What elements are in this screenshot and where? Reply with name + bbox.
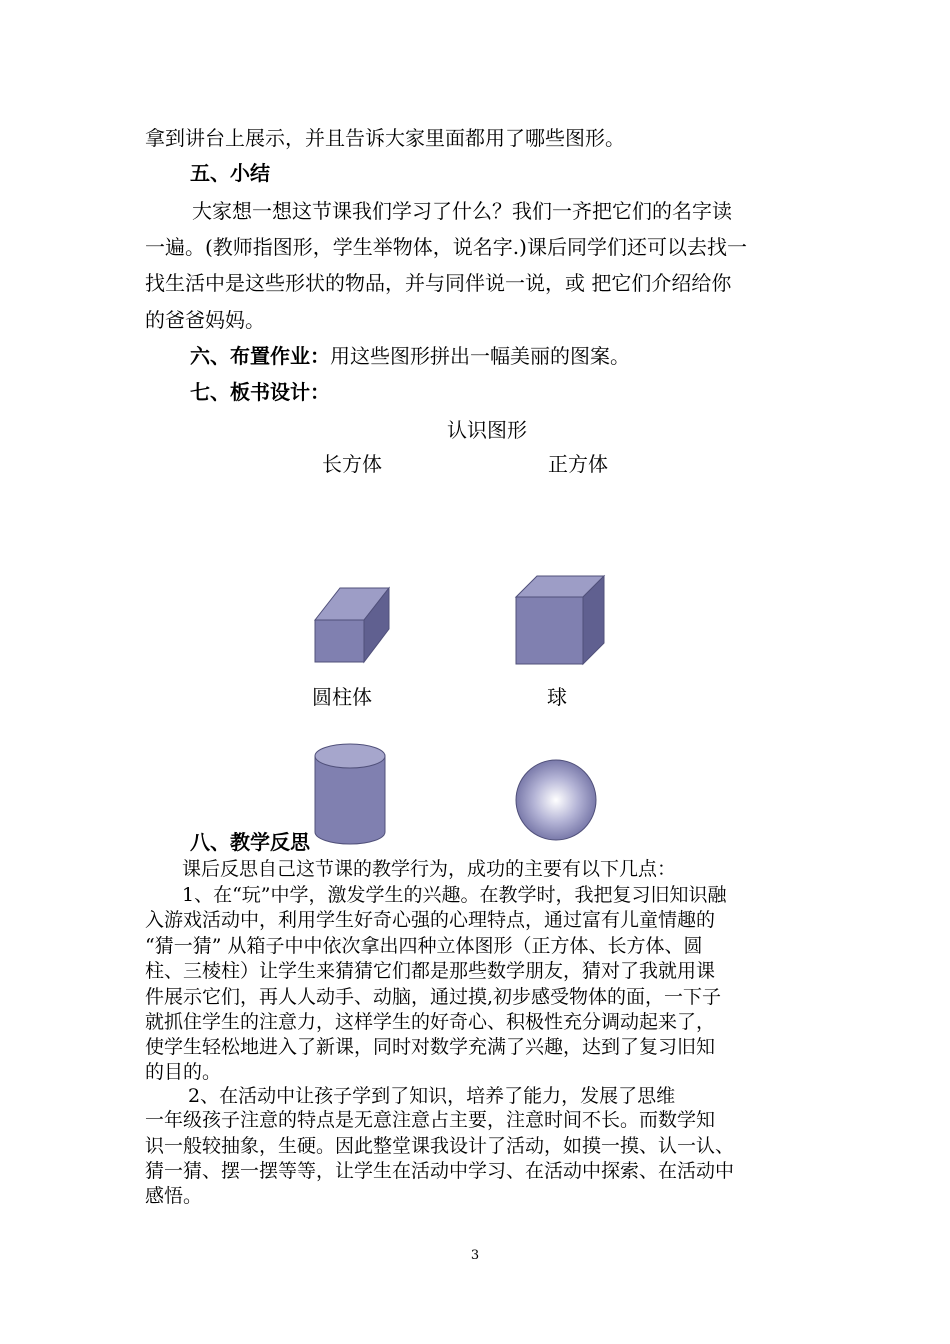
reflection-line: 1、在“玩”中学，激发学生的兴趣。在教学时，我把复习旧知识融 bbox=[182, 884, 727, 906]
reflection-line: 识一般较抽象，生硬。因此整堂课我设计了活动，如摸一摸、认一认、 bbox=[145, 1135, 735, 1157]
reflection-line: 猜一猜、摆一摆等等，让学生在活动中学习、在活动中探索、在活动中 bbox=[145, 1160, 735, 1182]
reflection-line: 柱、三棱柱）让学生来猜猜它们都是那些数学朋友，猜对了我就用课 bbox=[145, 960, 716, 982]
paragraph-line: 大家想一想这节课我们学习了什么？我们一齐把它们的名字读 bbox=[192, 199, 732, 223]
paragraph-line: 一遍。(教师指图形，学生举物体，说名字.)课后同学们还可以去找一 bbox=[145, 235, 747, 259]
cuboid-shape bbox=[312, 585, 392, 665]
label-cube: 正方体 bbox=[548, 452, 608, 476]
section-heading-summary: 五、小结 bbox=[190, 161, 270, 185]
section-heading-board-design: 七、板书设计： bbox=[190, 380, 330, 404]
reflection-line: 的目的。 bbox=[145, 1061, 222, 1083]
board-title: 认识图形 bbox=[447, 418, 527, 442]
reflection-line: 就抓住学生的注意力，这样学生的好奇心、积极性充分调动起来了， bbox=[145, 1011, 716, 1033]
reflection-line: 件展示它们，再人人动手、动脑，通过摸,初步感受物体的面，一下子 bbox=[145, 986, 722, 1008]
homework-line bbox=[190, 346, 630, 366]
cylinder-shape bbox=[312, 742, 388, 846]
section-heading-reflection: 八、教学反思 bbox=[190, 830, 310, 854]
reflection-line: “猜一猜” 从箱子中中依次拿出四种立体图形（正方体、长方体、圆 bbox=[145, 935, 703, 957]
reflection-line: 入游戏活动中，利用学生好奇心强的心理特点，通过富有儿童情趣的 bbox=[145, 909, 716, 931]
sphere-shape bbox=[514, 758, 598, 842]
label-cylinder: 圆柱体 bbox=[312, 685, 372, 709]
page-number: 3 bbox=[470, 1248, 480, 1263]
reflection-line: 使学生轻松地进入了新课，同时对数学充满了兴趣，达到了复习旧知 bbox=[145, 1036, 716, 1058]
paragraph-line: 拿到讲台上展示，并且告诉大家里面都用了哪些图形。 bbox=[145, 126, 625, 150]
homework-text: 用这些图形拼出一幅美丽的图案。 bbox=[330, 344, 630, 368]
label-sphere: 球 bbox=[547, 685, 567, 709]
reflection-line: 课后反思自己这节课的教学行为，成功的主要有以下几点： bbox=[182, 858, 677, 880]
paragraph-line: 找生活中是这些形状的物品，并与同伴说一说，或 把它们介绍给你 bbox=[145, 271, 732, 295]
reflection-line: 感悟。 bbox=[145, 1185, 203, 1207]
section-heading-homework: 六、布置作业： bbox=[190, 344, 330, 368]
reflection-line: 2、在活动中让孩子学到了知识，培养了能力，发展了思维 bbox=[188, 1085, 676, 1107]
label-cuboid: 长方体 bbox=[322, 452, 382, 476]
reflection-line: 一年级孩子注意的特点是无意注意占主要，注意时间不长。而数学知 bbox=[145, 1109, 716, 1131]
paragraph-line: 的爸爸妈妈。 bbox=[145, 308, 265, 332]
cube-shape bbox=[513, 573, 608, 667]
